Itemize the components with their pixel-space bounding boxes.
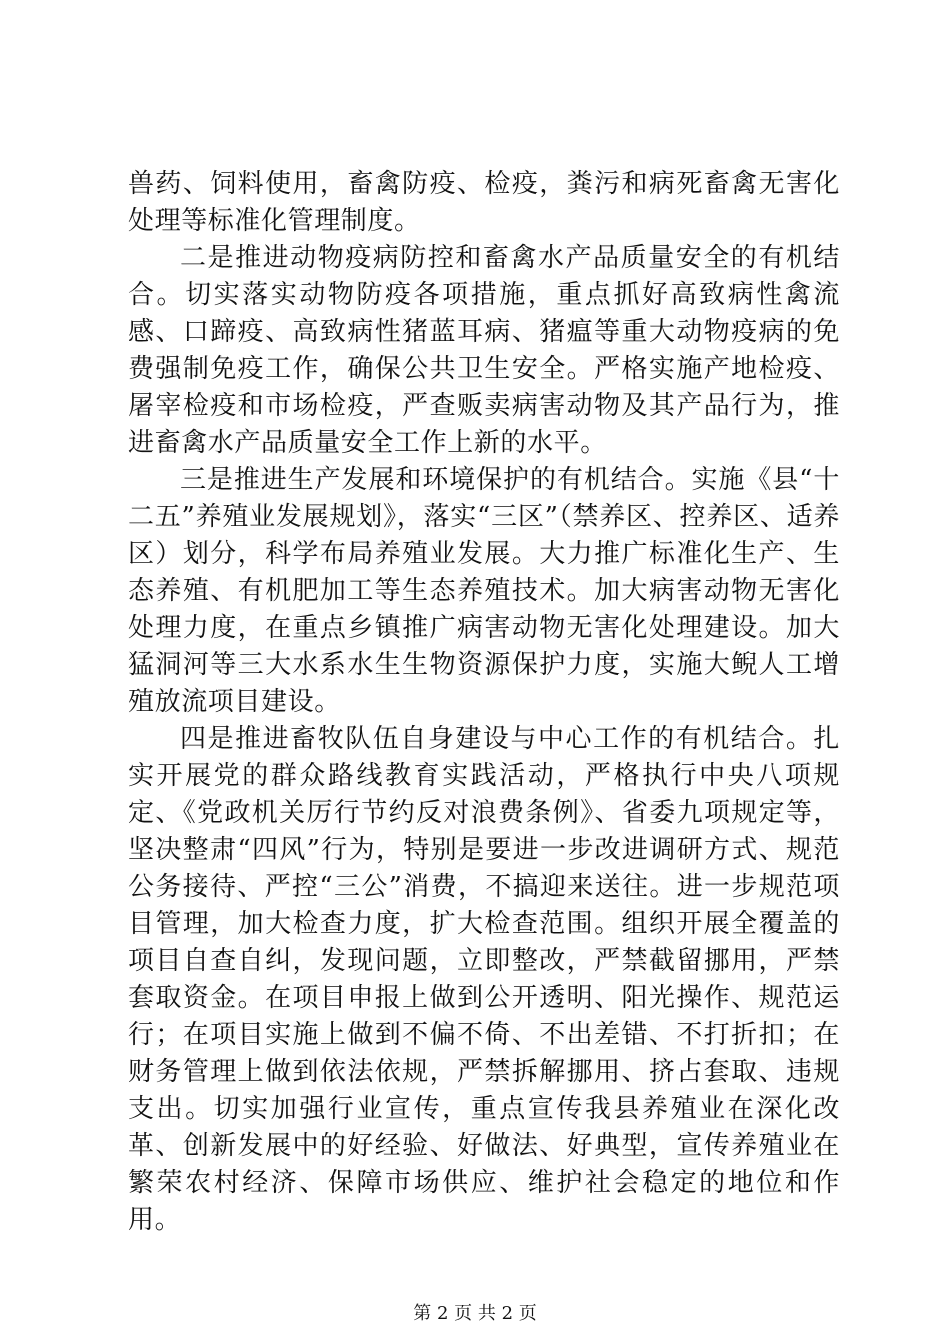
document-body <box>128 166 840 1239</box>
paragraph-item-three: 三是推进生产发展和环境保护的有机结合。实施《县“十二五”养殖业发展规划》，落实“三区”（禁养区、控养区、适养区）划分，科学布局养殖业发展。大力推广标准化生产、生态养殖、有机肥加工等生态养殖技术。加大病害动物无害化处理力度，在重点乡镇推广病害动物无害化处理建设。加大猛洞河等三大水系水生生物资源保护力度，实施大鲵人工增殖放流项目建设。 <box>128 465 840 717</box>
page-footer <box>0 1303 950 1325</box>
paragraph-item-two: 二是推进动物疫病防控和畜禽水产品质量安全的有机结合。切实落实动物防疫各项措施，重点抓好高致病性禽流感、口蹄疫、高致病性猪蓝耳病、猪瘟等重大动物疫病的免费强制免疫工作，确保公共卫生安全。严格实施产地检疫、屠宰检疫和市场检疫，严查贩卖病害动物及其产品行为，推进畜禽水产品质量安全工作上新的水平。 <box>128 243 840 458</box>
paragraph-continuation: 兽药、饲料使用，畜禽防疫、检疫，粪污和病死畜禽无害化处理等标准化管理制度。 <box>128 169 840 236</box>
paragraph-item-four: 四是推进畜牧队伍自身建设与中心工作的有机结合。扎实开展党的群众路线教育实践活动，严格执行中央八项规定、《党政机关厉行节约反对浪费条例》、省委九项规定等，坚决整肃“四风”行为，特别是要进一步改进调研方式、规范公务接待、严控“三公”消费，不搞迎来送往。进一步规范项目管理，加大检查力度，扩大检查范围。组织开展全覆盖的项目自查自纠，发现问题，立即整改，严禁截留挪用，严禁套取资金。在项目申报上做到公开透明、阳光操作、规范运行；在项目实施上做到不偏不倚、不出差错、不打折扣；在财务管理上做到依法依规，严禁拆解挪用、挤占套取、违规支出。切实加强行业宣传，重点宣传我县养殖业在深化改革、创新发展中的好经验、好做法、好典型，宣传养殖业在繁荣农村经济、保障市场供应、维护社会稳定的地位和作用。 <box>128 724 840 1235</box>
page-number-label: 第 2 页 共 2 页 <box>413 1303 537 1324</box>
